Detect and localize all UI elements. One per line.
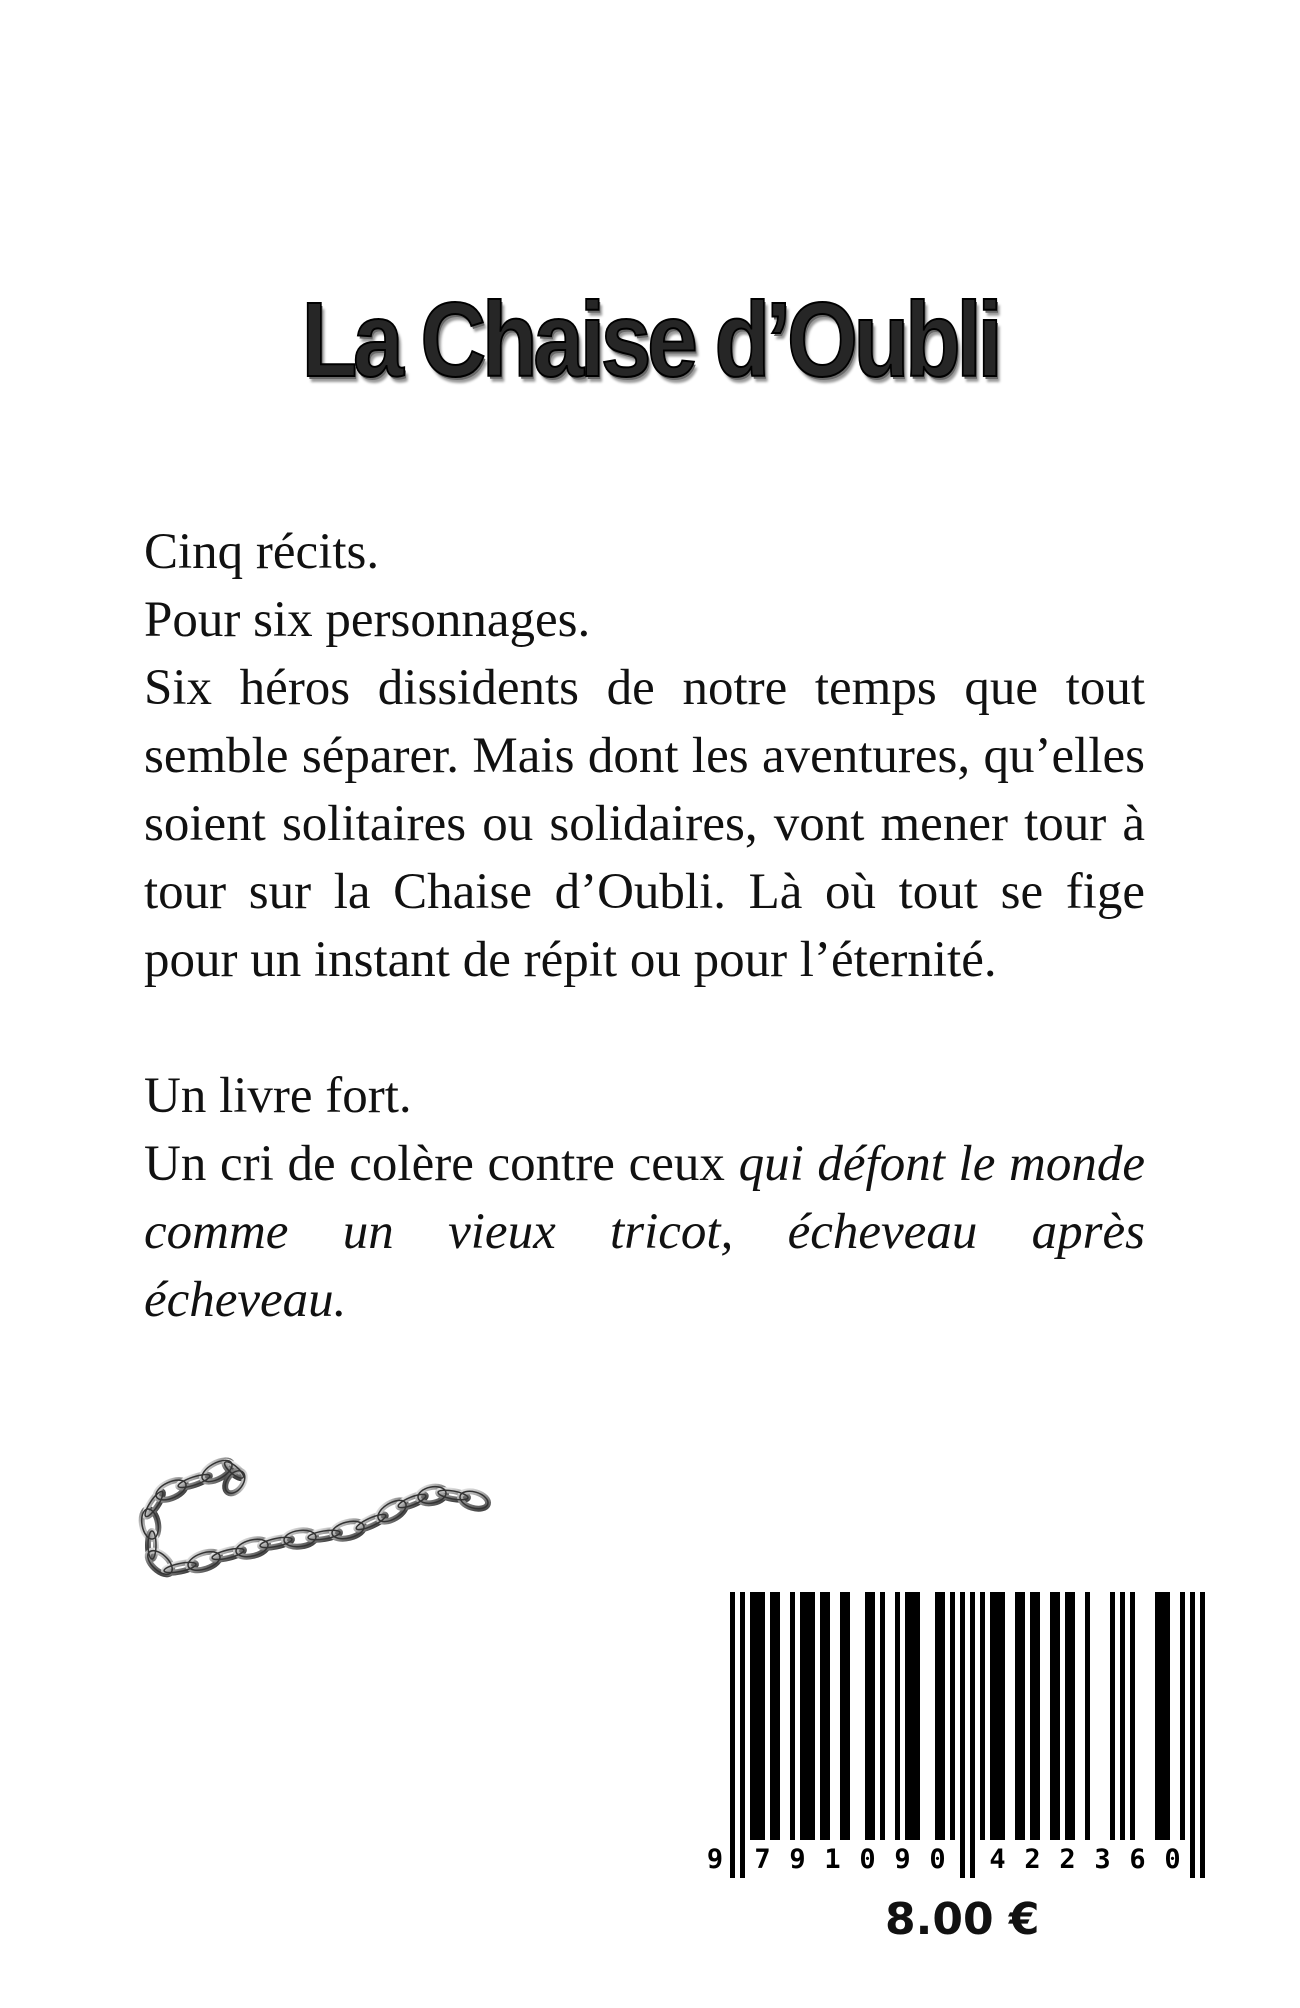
barcode-bar bbox=[775, 1592, 780, 1840]
barcode-bar bbox=[950, 1592, 955, 1840]
barcode-digit: 1 bbox=[824, 1844, 841, 1875]
barcode-bar bbox=[880, 1592, 885, 1840]
blurb-paragraph-2 bbox=[144, 1130, 1145, 1334]
barcode-digit: 9 bbox=[706, 1844, 724, 1875]
barcode-bar bbox=[1200, 1592, 1205, 1878]
barcode-bar bbox=[1165, 1592, 1170, 1840]
barcode-bar bbox=[805, 1592, 810, 1840]
book-title: La Chaise d’Oubli bbox=[301, 281, 999, 399]
barcode-bar bbox=[1190, 1592, 1195, 1878]
barcode-digit: 0 bbox=[859, 1844, 876, 1875]
barcode-bar bbox=[1055, 1592, 1060, 1840]
barcode-bar bbox=[755, 1592, 760, 1840]
blurb-conclusion bbox=[144, 1062, 1145, 1334]
barcode-bar bbox=[825, 1592, 830, 1840]
barcode-bar bbox=[790, 1592, 795, 1840]
barcode-bar bbox=[970, 1592, 975, 1878]
barcode-bar bbox=[980, 1592, 985, 1840]
barcode-bar bbox=[770, 1592, 775, 1840]
barcode-bar bbox=[865, 1592, 870, 1840]
barcode-bar bbox=[935, 1592, 940, 1840]
barcode-bar bbox=[1130, 1592, 1135, 1840]
barcode-bar bbox=[870, 1592, 875, 1840]
barcode-bar bbox=[845, 1592, 850, 1840]
barcode-bar bbox=[820, 1592, 825, 1840]
barcode-bar bbox=[1160, 1592, 1165, 1840]
barcode-bar bbox=[1015, 1592, 1020, 1840]
price-label: 8.00 € bbox=[885, 1894, 1040, 1945]
barcode-bar bbox=[960, 1592, 965, 1878]
barcode-bar bbox=[1070, 1592, 1075, 1840]
barcode-bar bbox=[1050, 1592, 1055, 1840]
barcode-bar bbox=[1180, 1592, 1185, 1840]
barcode-bar bbox=[840, 1592, 845, 1840]
barcode-bar bbox=[1020, 1592, 1025, 1840]
barcode-bar bbox=[1120, 1592, 1125, 1840]
blurb-intro bbox=[144, 518, 1145, 994]
blurb-paragraph-2-plain: Un cri de colère contre ceux bbox=[144, 1136, 739, 1192]
barcode-bar bbox=[1065, 1592, 1070, 1840]
barcode-digit: 9 bbox=[789, 1844, 806, 1875]
barcode-bar bbox=[990, 1592, 995, 1840]
blurb-line-1: Cinq récits. bbox=[144, 524, 380, 580]
barcode-bar bbox=[995, 1592, 1000, 1840]
paragraph-spacer bbox=[144, 994, 1145, 1062]
barcode-digit: 2 bbox=[1024, 1844, 1041, 1875]
barcode-bar bbox=[1030, 1592, 1035, 1840]
barcode-bar bbox=[1110, 1592, 1115, 1840]
barcode-bar bbox=[905, 1592, 910, 1840]
back-cover-blurb bbox=[144, 518, 1145, 1334]
barcode-digit: 9 bbox=[894, 1844, 911, 1875]
barcode-digit: 4 bbox=[989, 1844, 1006, 1875]
barcode-digit: 3 bbox=[1094, 1844, 1111, 1875]
chain-image bbox=[130, 1445, 500, 1590]
barcode-bar bbox=[1085, 1592, 1090, 1840]
barcode-bar bbox=[1000, 1592, 1005, 1840]
barcode-bar bbox=[940, 1592, 945, 1840]
barcode-bar bbox=[895, 1592, 900, 1840]
blurb-line-2: Pour six personnages. bbox=[144, 592, 591, 648]
barcode-bar bbox=[910, 1592, 915, 1840]
barcode-bar bbox=[1035, 1592, 1040, 1840]
barcode-bar bbox=[750, 1592, 755, 1840]
barcode-digit: 0 bbox=[1164, 1844, 1181, 1875]
barcode-bar bbox=[810, 1592, 815, 1840]
barcode-digit: 7 bbox=[754, 1844, 771, 1875]
barcode-digit: 2 bbox=[1059, 1844, 1076, 1875]
barcode-bar bbox=[730, 1592, 735, 1878]
isbn-barcode bbox=[704, 1592, 1230, 1882]
blurb-paragraph-2-italic: qui défont le monde comme un vieux tricot, écheveau après écheveau. bbox=[144, 1136, 1146, 1328]
barcode-digit: 6 bbox=[1129, 1844, 1146, 1875]
barcode-bar bbox=[740, 1592, 745, 1878]
blurb-paragraph-1: Six héros dissidents de notre temps que tout semble séparer. Mais dont les aventures, qu’elles soient solitaires ou solidaires, vont mener tour à tour sur la Chaise d’Oubli. Là où tout se fige pour un instant de répit ou pour l’éternité. bbox=[144, 660, 1145, 988]
barcode-bar bbox=[915, 1592, 920, 1840]
barcode-digit: 0 bbox=[929, 1844, 946, 1875]
blurb-line-3: Un livre fort. bbox=[144, 1068, 412, 1124]
barcode-bar bbox=[1155, 1592, 1160, 1840]
barcode-bar bbox=[800, 1592, 805, 1840]
barcode-bar bbox=[760, 1592, 765, 1840]
